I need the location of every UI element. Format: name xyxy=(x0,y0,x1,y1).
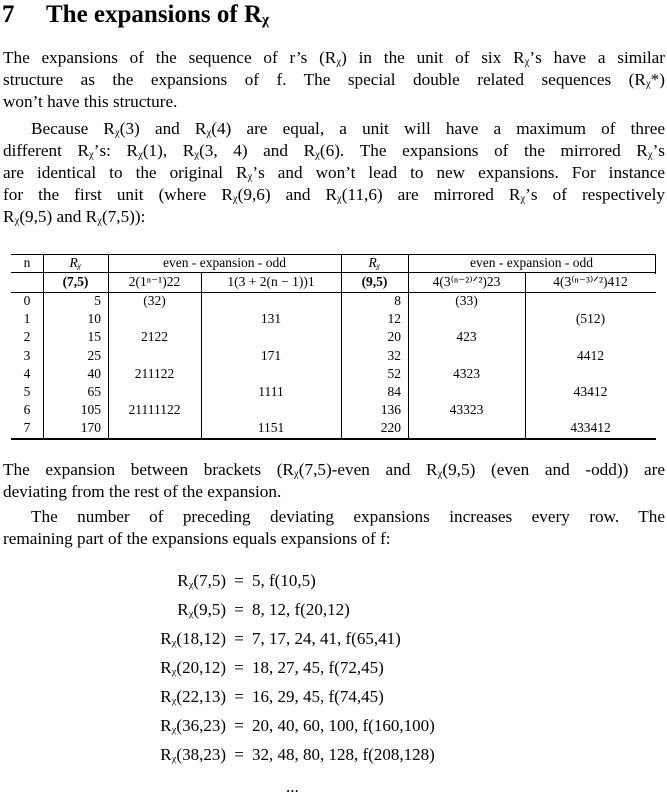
paragraph-3-line-2: deviating from the rest of the expansion. xyxy=(3,482,282,501)
paragraph-1-line-2: structure as the expansions of f. The special double related sequences (Rᵪ*) xyxy=(3,70,665,89)
paragraph-1-line-1: The expansions of the sequence of r’s (Rᵪ) in the unit of six Rᵪ’s have a similar xyxy=(3,48,665,67)
table-cell-rf1: 15 xyxy=(87,329,101,345)
paragraph-1 xyxy=(3,47,665,113)
table-cell-rf1: 170 xyxy=(80,420,101,436)
table-cell-rf2: 220 xyxy=(380,420,401,436)
table-cell-n: 0 xyxy=(23,293,31,308)
table-cell-even2: 423 xyxy=(456,329,477,345)
paragraph-2-line-4: for the first unit (where Rᵪ(9,6) and Rᵪ(11,6) are mirrored Rᵪ’s of respectively xyxy=(3,185,665,204)
paragraph-2-line-2: different Rᵪ’s: Rᵪ(1), Rᵪ(3, 4) and Rᵪ(6). The expansions of the mirrored Rᵪ’s xyxy=(3,141,665,160)
equals-sign: = xyxy=(234,745,244,764)
equation-lhs: Rᵪ(38,23) xyxy=(160,745,226,764)
table-cell-even1: 211122 xyxy=(134,365,175,381)
table-cell-rf2: 12 xyxy=(387,311,401,327)
paragraph-2-line-3: are identical to the original Rᵪ’s and won’t lead to new expansions. For instance xyxy=(3,163,665,182)
table-cell-rf1: 40 xyxy=(87,365,101,381)
equation-row xyxy=(0,715,435,737)
equation-rhs: 18, 27, 45, f(72,45) xyxy=(252,658,384,677)
section-heading xyxy=(2,0,662,30)
header-odd-formula-1: 1(3 + 2(n − 1))1 xyxy=(227,274,315,289)
header-n: n xyxy=(23,255,31,270)
table-cell-n: 5 xyxy=(23,384,31,399)
table-cell-n: 3 xyxy=(23,347,31,363)
table-cell-even1: 21111122 xyxy=(128,402,181,418)
equals-sign: = xyxy=(234,716,244,735)
equation-row xyxy=(0,686,384,708)
equals-sign: = xyxy=(234,571,244,590)
table-cell-odd2: 43412 xyxy=(573,384,608,399)
header-expansion-2: even - expansion - odd xyxy=(470,255,593,270)
paragraph-4-line-1: The number of preceding deviating expansions increases every row. The xyxy=(31,507,665,526)
equation-row xyxy=(0,657,384,679)
table-cell-rf1: 65 xyxy=(87,384,101,399)
equation-rhs: 8, 12, f(20,12) xyxy=(252,600,350,619)
table-cell-rf2: 84 xyxy=(387,384,401,399)
equation-row xyxy=(0,599,350,621)
equation-ellipsis: ... xyxy=(286,777,299,796)
equation-lhs: Rᵪ(22,13) xyxy=(160,687,226,706)
table-cell-even2: (33) xyxy=(455,293,478,308)
table-cell-n: 7 xyxy=(23,420,31,436)
table-cell-n: 4 xyxy=(23,365,31,381)
table-cell-odd2: (512) xyxy=(575,311,606,327)
header-rf-1: Rᵪ xyxy=(69,255,82,270)
paragraph-3-line-1: The expansion between brackets (Rᵪ(7,5)-even and Rᵪ(9,5) (even and -odd)) are xyxy=(3,460,665,479)
paragraph-2-line-1: Because Rᵪ(3) and Rᵪ(4) are equal, a unit will have a maximum of three xyxy=(31,119,665,138)
paragraph-3 xyxy=(3,459,665,503)
header-expansion-1: even - expansion - odd xyxy=(163,255,286,270)
table-cell-odd1: 171 xyxy=(260,347,282,363)
table-cell-rf1: 25 xyxy=(87,347,101,363)
equation-rhs: 32, 48, 80, 128, f(208,128) xyxy=(252,745,435,764)
paragraph-4 xyxy=(3,506,665,550)
header-even-formula-2: 4(3⁽ⁿ⁻²⁾ᐟ²)23 xyxy=(432,274,501,289)
table-cell-even1: (32) xyxy=(143,293,166,308)
section-title: The expansions of Rᵪ xyxy=(46,1,270,28)
equation-lhs: Rᵪ(7,5) xyxy=(177,571,226,590)
equation-rhs: 5, f(10,5) xyxy=(252,571,316,590)
equation-rhs: 16, 29, 45, f(74,45) xyxy=(252,687,384,706)
table-cell-even2: 4323 xyxy=(453,365,480,381)
expansion-table xyxy=(11,254,656,440)
header-rf-2: Rᵪ xyxy=(368,255,381,270)
table-cell-odd2: 433412 xyxy=(570,420,611,436)
equals-sign: = xyxy=(234,600,244,619)
equation-row xyxy=(0,570,316,592)
table-col-rule-5 xyxy=(655,254,656,274)
equals-sign: = xyxy=(234,687,244,706)
equation-row xyxy=(0,628,401,650)
equals-sign: = xyxy=(234,658,244,677)
table-cell-odd1: 131 xyxy=(260,311,282,327)
table-cell-rf1: 5 xyxy=(94,293,101,308)
paragraph-1-line-3: won’t have this structure. xyxy=(3,92,178,111)
section-number: 7 xyxy=(2,1,15,28)
equation-row xyxy=(0,744,435,766)
equation-lhs: Rᵪ(36,23) xyxy=(160,716,226,735)
table-cell-n: 1 xyxy=(23,311,31,327)
table-cell-even2: 43323 xyxy=(449,402,484,418)
equation-lhs: Rᵪ(20,12) xyxy=(160,658,226,677)
table-cell-even1: 2122 xyxy=(141,329,168,345)
table-cell-rf2: 8 xyxy=(394,293,401,308)
equation-lhs: Rᵪ(9,5) xyxy=(177,600,226,619)
table-cell-n: 6 xyxy=(23,402,31,418)
paragraph-4-line-2: remaining part of the expansions equals expansions of f: xyxy=(3,529,391,548)
table-cell-rf1: 105 xyxy=(80,402,101,418)
table-cell-odd1: 1151 xyxy=(257,420,285,436)
equation-rhs: 20, 40, 60, 100, f(160,100) xyxy=(252,716,435,735)
table-cell-odd2: 4412 xyxy=(577,347,604,363)
equals-sign: = xyxy=(234,629,244,648)
equation-rhs: 7, 17, 24, 41, f(65,41) xyxy=(252,629,401,648)
header-odd-formula-2: 4(3⁽ⁿ⁻³⁾ᐟ²)412 xyxy=(553,274,628,289)
paragraph-2 xyxy=(3,118,665,228)
table-cell-rf2: 32 xyxy=(387,347,401,363)
table-cell-rf2: 20 xyxy=(387,329,401,345)
table-cell-n: 2 xyxy=(23,329,31,345)
table-cell-odd1: 1111 xyxy=(258,384,284,399)
header-rf-2-pair: (9,5) xyxy=(361,274,388,289)
table-cell-rf1: 10 xyxy=(87,311,101,327)
table-cell-rf2: 52 xyxy=(387,365,401,381)
header-rf-1-pair: (7,5) xyxy=(62,274,89,289)
header-even-formula-1: 2(1ⁿ⁻¹)22 xyxy=(128,274,181,289)
paragraph-2-line-5: Rᵪ(9,5) and Rᵪ(7,5)): xyxy=(3,207,146,226)
table-cell-rf2: 136 xyxy=(380,402,401,418)
equation-lhs: Rᵪ(18,12) xyxy=(160,629,226,648)
